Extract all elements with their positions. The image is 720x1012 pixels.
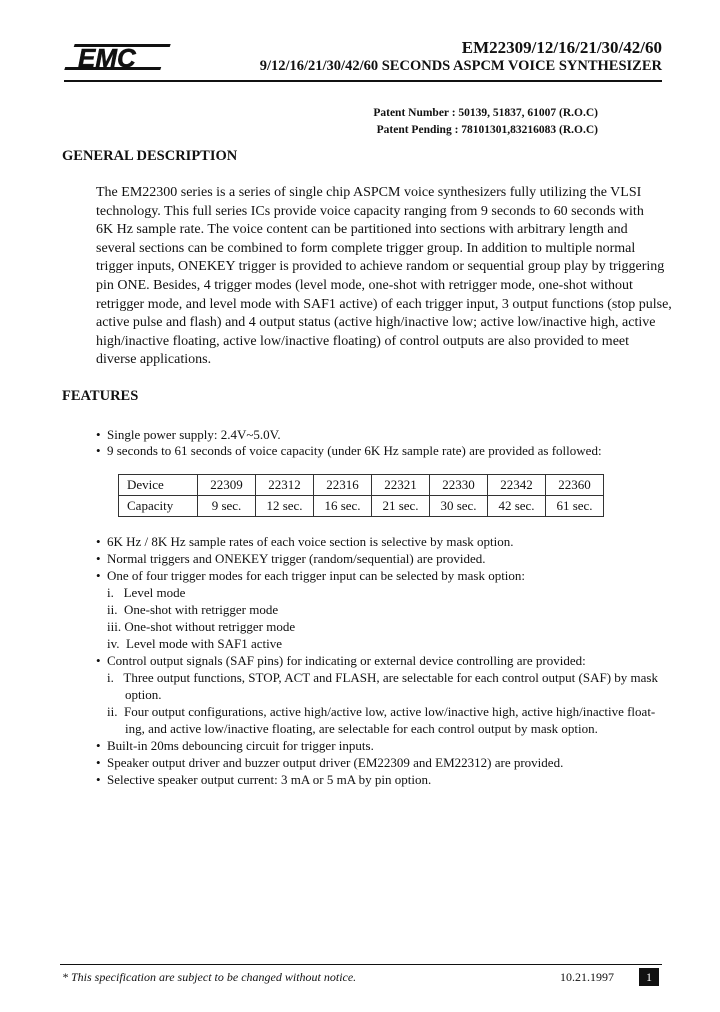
bullet-mark: • (96, 427, 101, 442)
general-description-paragraph (96, 184, 672, 370)
feature-text: 9 seconds to 61 seconds of voice capacity (under 6K Hz sample rate) are provided as followed: (107, 443, 602, 458)
general-description-heading: GENERAL DESCRIPTION (62, 148, 238, 164)
control-output-item-continued: option. (125, 687, 162, 702)
table-cell: 22316 (314, 475, 372, 496)
feature-control-outputs (96, 653, 586, 669)
feature-text: 6K Hz / 8K Hz sample rates of each voice section is selective by mask option. (107, 534, 514, 549)
bullet-mark: • (96, 551, 101, 566)
feature-text: Speaker output driver and buzzer output driver (EM22309 and EM22312) are provided. (107, 755, 564, 770)
document-subtitle: 9/12/16/21/30/42/60 SECONDS ASPCM VOICE SYNTHESIZER (259, 58, 662, 74)
feature-output-current (96, 772, 431, 788)
feature-text: Built-in 20ms debouncing circuit for trigger inputs. (107, 738, 374, 753)
feature-text: One of four trigger modes for each trigger input can be selected by mask option: (107, 568, 526, 583)
control-output-item: ii. Four output configurations, active high/active low, active low/inactive high, active high/inactive float- (107, 704, 656, 719)
paragraph-line: technology. This full series ICs provide voice capacity ranging from 9 seconds to 60 seconds with (96, 203, 644, 219)
features-heading: FEATURES (62, 388, 139, 404)
paragraph-line: several sections can be combined to form complete trigger group. In addition to multiple normal (96, 240, 636, 256)
bullet-mark: • (96, 755, 101, 770)
table-row-label: Capacity (119, 496, 198, 517)
bullet-mark: • (96, 738, 101, 753)
table-cell: 22312 (256, 475, 314, 496)
paragraph-line: high/inactive floating, active low/inactive floating) of control outputs are also provided to meet (96, 333, 630, 349)
trigger-mode-item: ii. One-shot with retrigger mode (107, 602, 279, 617)
feature-speaker-driver (96, 755, 563, 771)
control-output-item-continued: ing, and active low/inactive floating, are selectable for each control output by mask option. (125, 721, 598, 736)
feature-text: Single power supply: 2.4V~5.0V. (107, 427, 281, 442)
table-cell: 12 sec. (256, 496, 314, 517)
paragraph-line: retrigger mode, and level mode with SAF1 active) of each trigger input, 3 output functions (stop pulse, (96, 296, 672, 312)
page-number: 1 (639, 968, 659, 986)
table-cell: 22360 (546, 475, 604, 496)
feature-text: Normal triggers and ONEKEY trigger (random/sequential) are provided. (107, 551, 486, 566)
feature-text: Selective speaker output current: 3 mA or 5 mA by pin option. (107, 772, 432, 787)
feature-voice-capacity (96, 443, 602, 459)
paragraph-line: diverse applications. (96, 352, 212, 368)
bullet-mark: • (96, 653, 101, 668)
table-cell: 22321 (372, 475, 430, 496)
trigger-mode-item: i. Level mode (107, 585, 186, 600)
patent-number: Patent Number : 50139, 51837, 61007 (R.O.C) (373, 107, 598, 119)
feature-sample-rate (96, 534, 514, 550)
feature-text: Control output signals (SAF pins) for indicating or external device controlling are provided: (107, 653, 586, 668)
bullet-mark: • (96, 534, 101, 549)
control-output-item: i. Three output functions, STOP, ACT and FLASH, are selectable for each control output (SAF) by mask (107, 670, 658, 685)
table-cell: 21 sec. (372, 496, 430, 517)
table-cell: 22309 (198, 475, 256, 496)
paragraph-line: active pulse and flash) and 4 output status (active high/inactive low; active low/inactive high, active (96, 315, 656, 331)
feature-debouncing (96, 738, 374, 754)
table-cell: 16 sec. (314, 496, 372, 517)
table-cell: 61 sec. (546, 496, 604, 517)
paragraph-line: pin ONE. Besides, 4 trigger modes (level mode, one-shot with retrigger mode, one-shot without (96, 277, 633, 293)
table-cell: 22330 (430, 475, 488, 496)
paragraph-line: The EM22300 series is a series of single chip ASPCM voice synthesizers fully utilizing the VLSI (96, 185, 642, 200)
emc-logo (64, 40, 176, 74)
bullet-mark: • (96, 772, 101, 787)
feature-trigger-modes (96, 568, 525, 584)
bullet-mark: • (96, 443, 101, 458)
table-row (119, 496, 604, 517)
footer-note: * This specification are subject to be changed without notice. (62, 970, 357, 984)
table-cell: 9 sec. (198, 496, 256, 517)
trigger-mode-item: iv. Level mode with SAF1 active (107, 636, 282, 651)
footer-rule (60, 964, 662, 965)
table-cell: 30 sec. (430, 496, 488, 517)
table-cell: 42 sec. (488, 496, 546, 517)
table-row (119, 475, 604, 496)
patent-pending: Patent Pending : 78101301,83216083 (R.O.C) (376, 124, 598, 136)
bullet-mark: • (96, 568, 101, 583)
paragraph-line: 6K Hz sample rate. The voice content can be partitioned into sections with arbitrary length and (96, 222, 628, 238)
capacity-table (118, 474, 604, 517)
logo-text: EMC (78, 43, 136, 73)
table-cell: 22342 (488, 475, 546, 496)
trigger-mode-item: iii. One-shot without retrigger mode (107, 619, 296, 634)
table-row-label: Device (119, 475, 198, 496)
footer-date: 10.21.1997 (560, 970, 614, 984)
header-rule (64, 80, 662, 82)
feature-power-supply (96, 427, 281, 443)
paragraph-line: trigger inputs, ONEKEY trigger is provided to achieve random or sequential group play by triggering (96, 259, 665, 275)
feature-triggers (96, 551, 486, 567)
document-title: EM22309/12/16/21/30/42/60 (461, 38, 662, 57)
